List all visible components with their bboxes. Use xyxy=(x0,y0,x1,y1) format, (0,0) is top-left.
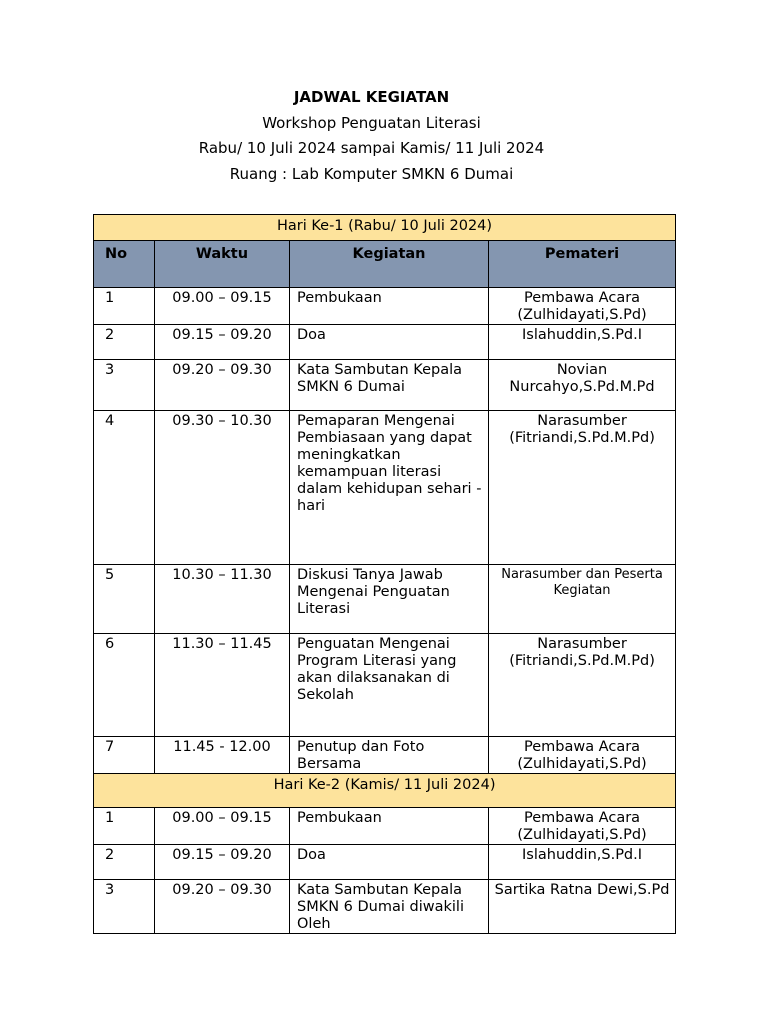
table-row xyxy=(94,880,676,934)
cell-time: 11.30 – 11.45 xyxy=(155,634,290,737)
cell-no: 4 xyxy=(94,411,155,565)
cell-speaker: Pembawa Acara (Zulhidayati,S.Pd) xyxy=(489,737,676,774)
table-row xyxy=(94,411,676,565)
table-row xyxy=(94,737,676,774)
cell-no: 1 xyxy=(94,808,155,845)
cell-speaker: Narasumber dan Peserta Kegiatan xyxy=(489,565,676,634)
column-header-row xyxy=(94,241,676,288)
table-row xyxy=(94,845,676,880)
cell-activity: Doa xyxy=(290,325,489,360)
cell-no: 6 xyxy=(94,634,155,737)
cell-activity: Penguatan Mengenai Program Literasi yang akan dilaksanakan di Sekolah xyxy=(290,634,489,737)
cell-activity: Diskusi Tanya Jawab Mengenai Penguatan Literasi xyxy=(290,565,489,634)
column-header-activity: Kegiatan xyxy=(290,241,489,288)
document-room: Ruang : Lab Komputer SMKN 6 Dumai xyxy=(229,164,514,183)
cell-speaker: Islahuddin,S.Pd.I xyxy=(489,845,676,880)
cell-activity: Pembukaan xyxy=(290,808,489,845)
cell-time: 09.15 – 09.20 xyxy=(155,845,290,880)
document-subtitle: Workshop Penguatan Literasi xyxy=(262,113,481,132)
day2-label: Hari Ke-2 (Kamis/ 11 Juli 2024) xyxy=(94,774,676,808)
table-row xyxy=(94,325,676,360)
cell-time: 09.20 – 09.30 xyxy=(155,880,290,934)
table-row xyxy=(94,360,676,411)
cell-no: 3 xyxy=(94,880,155,934)
table-row xyxy=(94,808,676,845)
cell-no: 5 xyxy=(94,565,155,634)
cell-activity: Kata Sambutan Kepala SMKN 6 Dumai xyxy=(290,360,489,411)
cell-activity: Pemaparan Mengenai Pembiasaan yang dapat meningkatkan kemampuan literasi dalam kehidupan sehari -hari xyxy=(290,411,489,565)
cell-no: 7 xyxy=(94,737,155,774)
document-header xyxy=(0,85,743,187)
cell-time: 09.00 – 09.15 xyxy=(155,808,290,845)
document-title: JADWAL KEGIATAN xyxy=(293,88,450,106)
cell-speaker: Islahuddin,S.Pd.I xyxy=(489,325,676,360)
table-row xyxy=(94,565,676,634)
day1-label: Hari Ke-1 (Rabu/ 10 Juli 2024) xyxy=(94,215,676,241)
cell-speaker: Sartika Ratna Dewi,S.Pd xyxy=(489,880,676,934)
schedule-table xyxy=(93,214,676,934)
cell-speaker: Narasumber (Fitriandi,S.Pd.M.Pd) xyxy=(489,634,676,737)
cell-speaker: Pembawa Acara (Zulhidayati,S.Pd) xyxy=(489,808,676,845)
cell-no: 2 xyxy=(94,325,155,360)
day1-header-row xyxy=(94,215,676,241)
cell-time: 09.20 – 09.30 xyxy=(155,360,290,411)
cell-activity: Pembukaan xyxy=(290,288,489,325)
cell-speaker: Pembawa Acara (Zulhidayati,S.Pd) xyxy=(489,288,676,325)
day2-header-row xyxy=(94,774,676,808)
cell-time: 09.00 – 09.15 xyxy=(155,288,290,325)
cell-speaker: Narasumber (Fitriandi,S.Pd.M.Pd) xyxy=(489,411,676,565)
column-header-time: Waktu xyxy=(155,241,290,288)
cell-no: 1 xyxy=(94,288,155,325)
document-dates: Rabu/ 10 Juli 2024 sampai Kamis/ 11 Juli 2024 xyxy=(198,139,545,157)
cell-speaker: Novian Nurcahyo,S.Pd.M.Pd xyxy=(489,360,676,411)
cell-time: 09.30 – 10.30 xyxy=(155,411,290,565)
cell-time: 10.30 – 11.30 xyxy=(155,565,290,634)
column-header-speaker: Pemateri xyxy=(489,241,676,288)
cell-no: 3 xyxy=(94,360,155,411)
cell-activity: Penutup dan Foto Bersama xyxy=(290,737,489,774)
table-row xyxy=(94,634,676,737)
cell-no: 2 xyxy=(94,845,155,880)
cell-time: 09.15 – 09.20 xyxy=(155,325,290,360)
column-header-no: No xyxy=(94,241,155,288)
cell-time: 11.45 - 12.00 xyxy=(155,737,290,774)
cell-activity: Doa xyxy=(290,845,489,880)
cell-activity: Kata Sambutan Kepala SMKN 6 Dumai diwakili Oleh xyxy=(290,880,489,934)
table-row xyxy=(94,288,676,325)
